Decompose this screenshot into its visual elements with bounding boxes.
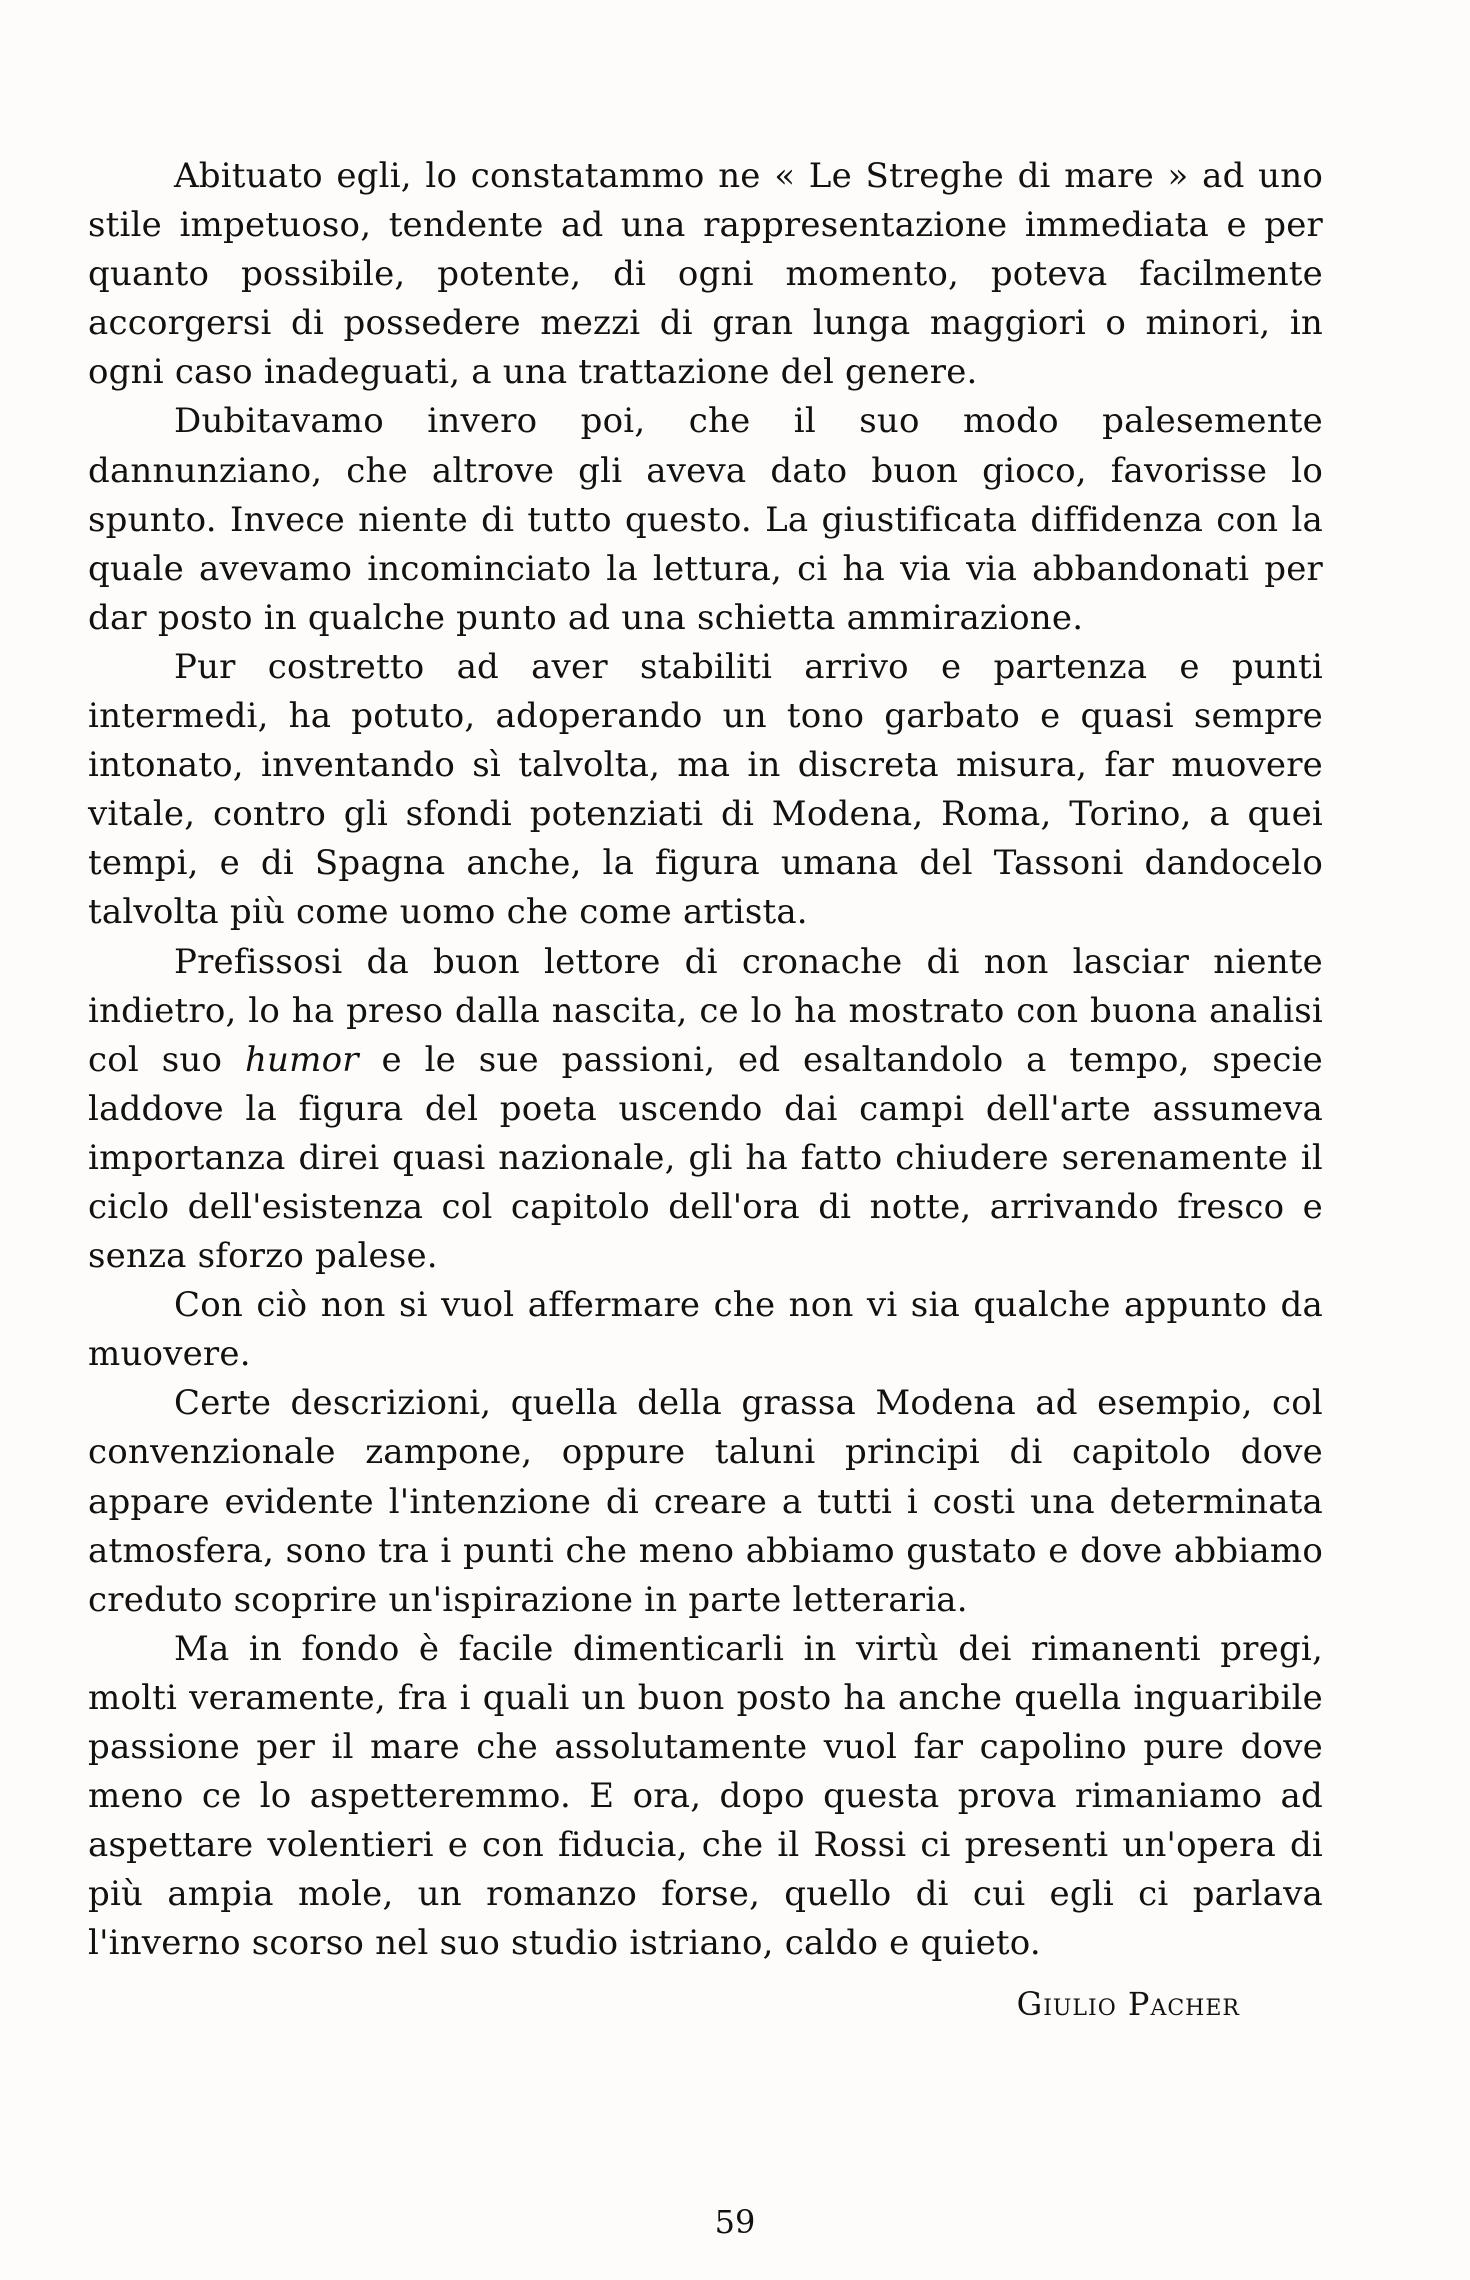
paragraph-6: Certe descrizioni, quella della grassa Modena ad esempio, col convenzionale zampone, oppure taluni principi di capitolo dove appare evidente l'intenzione di creare a tutti i costi una determinata atmosfera, sono tra i punti che meno abbiamo gustato e dove abbiamo creduto scoprire un'ispirazione in parte letteraria.: [88, 1383, 1323, 1620]
page-number: 59: [714, 2203, 756, 2241]
italic-term: humor: [244, 1039, 359, 1080]
article-body: [88, 152, 1323, 1968]
paragraph-5: Con ciò non si vuol affermare che non vi sia qualche appunto da muovere.: [88, 1285, 1323, 1375]
author-signature: Giulio Pacher: [1016, 1985, 1240, 2023]
paragraph-7: Ma in fondo è facile dimenticarli in virtù dei rimanenti pregi, molti veramente, fra i quali un buon posto ha anche quella inguaribile passione per il mare che assolutamente vuol far capolino pure dove meno ce lo aspetteremmo. E ora, dopo questa prova rimaniamo ad aspettare volentieri e con fiducia, che il Rossi ci presenti un'opera di più ampia mole, un romanzo forse, quello di cui egli ci parlava l'inverno scorso nel suo studio istriano, caldo e quieto.: [88, 1628, 1323, 1964]
paragraph-4: Prefissosi da buon lettore di cronache di non lasciar niente indietro, lo ha preso dalla nascita, ce lo ha mostrato con buona analisi col suo humor e le sue passioni, ed esaltandolo a tempo, specie laddove la figura del poeta uscendo dai campi dell'arte assumeva importanza direi quasi nazionale, gli ha fatto chiudere serenamente il ciclo dell'esistenza col capitolo dell'ora di notte, arrivando fresco e senza sforzo palese.: [88, 941, 1323, 1277]
paragraph-1: Abituato egli, lo constatammo ne « Le Streghe di mare » ad uno stile impetuoso, tendente ad una rappresentazione immediata e per quanto possibile, potente, di ogni momento, poteva facilmente accorgersi di possedere mezzi di gran lunga maggiori o minori, in ogni caso inadeguati, a una trattazione del genere.: [88, 156, 1323, 393]
paragraph-2: Dubitavamo invero poi, che il suo modo palesemente dannunziano, che altrove gli aveva dato buon gioco, favorisse lo spunto. Invece niente di tutto questo. La giustificata diffidenza con la quale avevamo incominciato la lettura, ci ha via via abbandonati per dar posto in qualche punto ad una schietta ammirazione.: [88, 401, 1323, 638]
paragraph-3: Pur costretto ad aver stabiliti arrivo e partenza e punti intermedi, ha potuto, adoperando un tono garbato e quasi sempre intonato, inventando sì talvolta, ma in discreta misura, far muovere vitale, contro gli sfondi potenziati di Modena, Roma, Torino, a quei tempi, e di Spagna anche, la figura umana del Tassoni dandocelo talvolta più come uomo che come artista.: [88, 646, 1323, 933]
